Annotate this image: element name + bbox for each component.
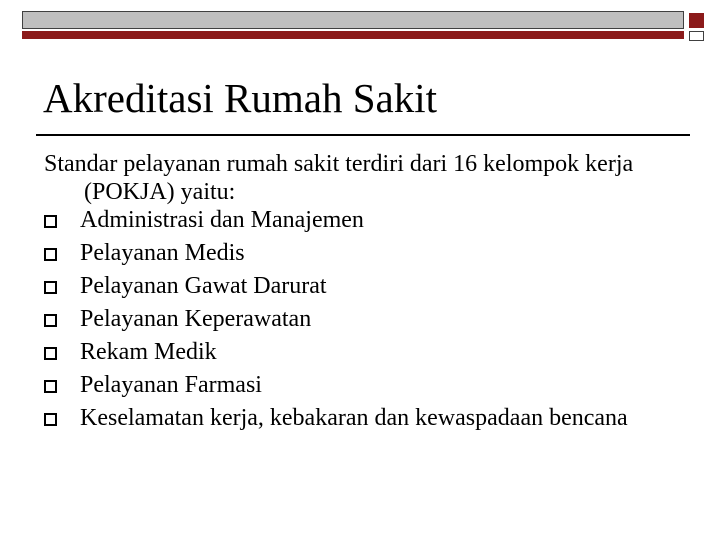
bullet-item: [44, 371, 684, 399]
header-decoration-bar: [22, 11, 684, 39]
bullet-item: [44, 272, 684, 300]
bullet-text: Pelayanan Keperawatan: [80, 306, 312, 332]
header-red-band: [22, 31, 684, 39]
hollow-square-icon: [44, 413, 57, 426]
hollow-square-icon: [44, 314, 57, 327]
hollow-square-icon: [44, 380, 57, 393]
hollow-square-icon: [44, 215, 57, 228]
bullet-item: [44, 404, 684, 432]
bullet-item: [44, 239, 684, 267]
bullet-item: [44, 305, 684, 333]
bullet-text: Keselamatan kerja, kebakaran dan kewaspadaan bencana: [80, 405, 628, 431]
corner-outline-square: [689, 31, 704, 41]
hollow-square-icon: [44, 281, 57, 294]
bullet-item: [44, 206, 684, 234]
bullet-text: Administrasi dan Manajemen: [80, 207, 364, 233]
intro-paragraph: Standar pelayanan rumah sakit terdiri dari 16 kelompok kerja (POKJA) yaitu:: [44, 151, 634, 205]
hollow-square-icon: [44, 347, 57, 360]
header-gray-band: [22, 11, 684, 29]
bullet-list: [44, 206, 684, 437]
hollow-square-icon: [44, 248, 57, 261]
slide-title: Akreditasi Rumah Sakit: [43, 75, 438, 121]
bullet-text: Pelayanan Medis: [80, 240, 245, 266]
bullet-item: [44, 338, 684, 366]
bullet-text: Pelayanan Farmasi: [80, 372, 262, 398]
title-underline: [36, 134, 690, 136]
bullet-text: Pelayanan Gawat Darurat: [80, 273, 327, 299]
bullet-text: Rekam Medik: [80, 339, 217, 365]
corner-filled-square: [689, 13, 704, 28]
